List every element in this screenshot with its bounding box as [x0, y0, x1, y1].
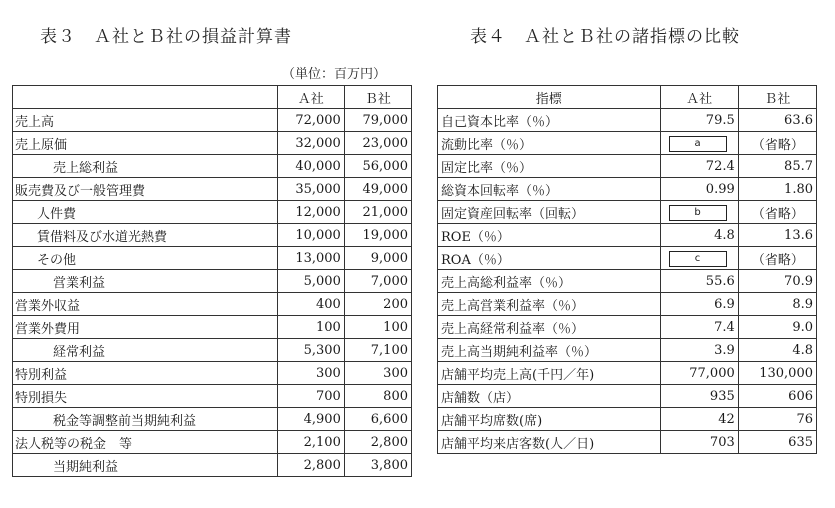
row-label: 売上高 — [13, 109, 278, 132]
table-row — [438, 339, 817, 362]
value-company-b: 130,000 — [738, 362, 816, 385]
value-company-b: 76 — [738, 408, 816, 431]
indicator-label: 売上高経常利益率（％） — [438, 316, 661, 339]
table-row — [13, 362, 412, 385]
row-label: 法人税等の税金 等 — [13, 431, 278, 454]
table-row — [438, 201, 817, 224]
row-label: 特別利益 — [13, 362, 278, 385]
value-company-b: 606 — [738, 385, 816, 408]
value-company-b: 7,000 — [344, 270, 411, 293]
table-row — [438, 293, 817, 316]
table-row — [438, 247, 817, 270]
table-row — [13, 270, 412, 293]
value-company-b: （省略） — [738, 132, 816, 155]
table-header-row — [13, 86, 412, 109]
value-company-a: 12,000 — [277, 201, 344, 224]
indicator-label: 固定資産回転率（回転） — [438, 201, 661, 224]
value-company-a — [660, 201, 738, 224]
table-row — [438, 109, 817, 132]
table-row — [13, 201, 412, 224]
value-company-a: 2,800 — [277, 454, 344, 477]
row-label: その他 — [13, 247, 278, 270]
table-row — [13, 155, 412, 178]
table-row — [13, 132, 412, 155]
table-row — [13, 408, 412, 431]
table-row — [438, 431, 817, 454]
value-company-a: 703 — [660, 431, 738, 454]
value-company-a: 40,000 — [277, 155, 344, 178]
value-company-b: 2,800 — [344, 431, 411, 454]
table-row — [13, 109, 412, 132]
answer-blank-box: b — [669, 205, 727, 221]
row-label: 税金等調整前当期純利益 — [13, 408, 278, 431]
value-company-a: 79.5 — [660, 109, 738, 132]
value-company-a: 2,100 — [277, 431, 344, 454]
value-company-a: 100 — [277, 316, 344, 339]
value-company-a: 42 — [660, 408, 738, 431]
row-label: 売上原価 — [13, 132, 278, 155]
value-company-a: 35,000 — [277, 178, 344, 201]
value-company-b: 85.7 — [738, 155, 816, 178]
table-row — [13, 224, 412, 247]
value-company-b: 49,000 — [344, 178, 411, 201]
table-row — [13, 339, 412, 362]
answer-blank-box: c — [669, 251, 727, 267]
answer-blank-box: a — [669, 136, 727, 152]
row-label: 経常利益 — [13, 339, 278, 362]
value-company-b: 9.0 — [738, 316, 816, 339]
value-company-a: 6.9 — [660, 293, 738, 316]
value-company-a: 5,000 — [277, 270, 344, 293]
table-row — [13, 293, 412, 316]
unit-label: （単位：百万円） — [282, 67, 387, 82]
table-row — [13, 247, 412, 270]
row-label: 特別損失 — [13, 385, 278, 408]
value-company-b: 1.80 — [738, 178, 816, 201]
indicator-label: 売上高総利益率（％） — [438, 270, 661, 293]
value-company-a: 400 — [277, 293, 344, 316]
row-label: 営業利益 — [13, 270, 278, 293]
value-company-b: （省略） — [738, 247, 816, 270]
indicator-label: 売上高営業利益率（％） — [438, 293, 661, 316]
indicator-label: ROA（％） — [438, 247, 661, 270]
value-company-b: 200 — [344, 293, 411, 316]
table-row — [438, 270, 817, 293]
value-company-a: 3.9 — [660, 339, 738, 362]
value-company-a: 4.8 — [660, 224, 738, 247]
value-company-b: 6,600 — [344, 408, 411, 431]
value-company-a — [660, 247, 738, 270]
value-company-a — [660, 132, 738, 155]
table-row — [438, 155, 817, 178]
table-row — [13, 178, 412, 201]
value-company-a: 700 — [277, 385, 344, 408]
indicator-label: 店舗数（店） — [438, 385, 661, 408]
value-company-a: 7.4 — [660, 316, 738, 339]
indicator-label: ROE（％） — [438, 224, 661, 247]
value-company-a: 10,000 — [277, 224, 344, 247]
value-company-b: 19,000 — [344, 224, 411, 247]
value-company-b: 100 — [344, 316, 411, 339]
value-company-b: （省略） — [738, 201, 816, 224]
value-company-b: 21,000 — [344, 201, 411, 224]
value-company-a: 5,300 — [277, 339, 344, 362]
value-company-a: 72,000 — [277, 109, 344, 132]
row-label: 売上総利益 — [13, 155, 278, 178]
table-row — [13, 316, 412, 339]
income-statement-table — [12, 85, 412, 477]
header-company-a: Ａ社 — [277, 86, 344, 109]
table4-title: 表４ Ａ社とＢ社の諸指標の比較 — [470, 27, 740, 47]
value-company-a: 32,000 — [277, 132, 344, 155]
indicator-label: 店舗平均席数(席) — [438, 408, 661, 431]
value-company-a: 77,000 — [660, 362, 738, 385]
row-label: 当期純利益 — [13, 454, 278, 477]
row-label: 賃借料及び水道光熱費 — [13, 224, 278, 247]
table-row — [438, 385, 817, 408]
table-row — [438, 408, 817, 431]
header-company-a: Ａ社 — [660, 86, 738, 109]
indicator-label: 流動比率（％） — [438, 132, 661, 155]
table-row — [438, 178, 817, 201]
value-company-b: 4.8 — [738, 339, 816, 362]
value-company-b: 63.6 — [738, 109, 816, 132]
row-label: 販売費及び一般管理費 — [13, 178, 278, 201]
table-row — [438, 132, 817, 155]
indicators-table — [437, 85, 817, 454]
row-label: 営業外収益 — [13, 293, 278, 316]
header-indicator: 指標 — [438, 86, 661, 109]
value-company-b: 70.9 — [738, 270, 816, 293]
value-company-b: 300 — [344, 362, 411, 385]
value-company-b: 8.9 — [738, 293, 816, 316]
value-company-a: 13,000 — [277, 247, 344, 270]
table-row — [13, 385, 412, 408]
indicator-label: 自己資本比率（％） — [438, 109, 661, 132]
header-blank — [13, 86, 278, 109]
indicator-label: 売上高当期純利益率（％） — [438, 339, 661, 362]
table-header-row — [438, 86, 817, 109]
row-label: 営業外費用 — [13, 316, 278, 339]
indicator-label: 固定比率（％） — [438, 155, 661, 178]
value-company-a: 300 — [277, 362, 344, 385]
value-company-b: 800 — [344, 385, 411, 408]
value-company-b: 23,000 — [344, 132, 411, 155]
value-company-a: 0.99 — [660, 178, 738, 201]
indicator-label: 総資本回転率（％） — [438, 178, 661, 201]
value-company-b: 9,000 — [344, 247, 411, 270]
value-company-b: 79,000 — [344, 109, 411, 132]
value-company-a: 4,900 — [277, 408, 344, 431]
value-company-b: 3,800 — [344, 454, 411, 477]
value-company-a: 935 — [660, 385, 738, 408]
indicator-label: 店舗平均来店客数(人／日) — [438, 431, 661, 454]
header-company-b: Ｂ社 — [344, 86, 411, 109]
table-row — [438, 316, 817, 339]
indicator-label: 店舗平均売上高(千円／年) — [438, 362, 661, 385]
table-row — [438, 362, 817, 385]
value-company-b: 635 — [738, 431, 816, 454]
header-company-b: Ｂ社 — [738, 86, 816, 109]
table-row — [438, 224, 817, 247]
value-company-b: 7,100 — [344, 339, 411, 362]
row-label: 人件費 — [13, 201, 278, 224]
table3-title: 表３ Ａ社とＢ社の損益計算書 — [40, 27, 292, 47]
table-row — [13, 454, 412, 477]
value-company-a: 72.4 — [660, 155, 738, 178]
value-company-b: 13.6 — [738, 224, 816, 247]
value-company-a: 55.6 — [660, 270, 738, 293]
table-row — [13, 431, 412, 454]
value-company-b: 56,000 — [344, 155, 411, 178]
